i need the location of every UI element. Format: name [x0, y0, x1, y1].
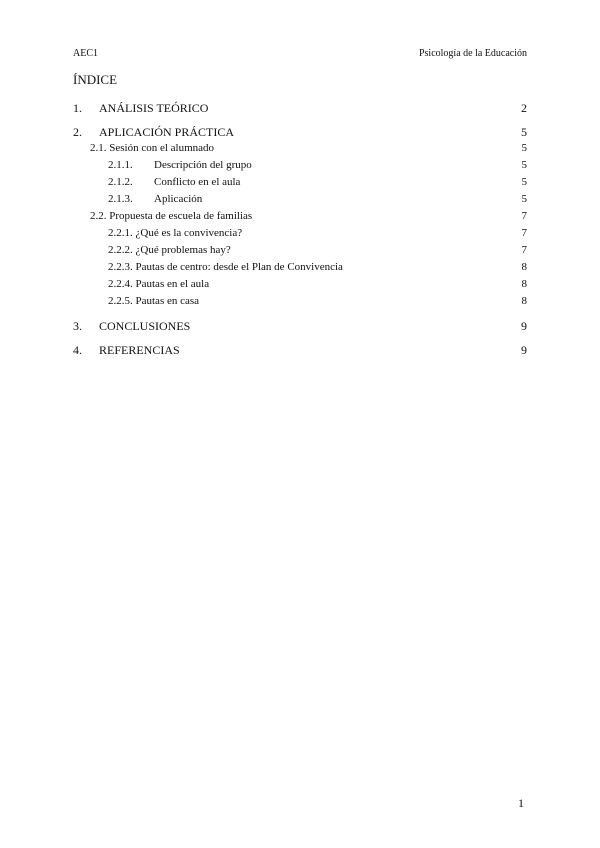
toc-entry-label: 2.1. Sesión con el alumnado — [90, 142, 215, 154]
toc-entry-label: ANÁLISIS TEÓRICO — [99, 101, 209, 115]
toc-entry-number: 2.1.1. — [108, 159, 133, 171]
toc-entry-sesion-alumnado[interactable] — [73, 142, 527, 158]
toc-entry-analisis-teorico[interactable] — [73, 101, 527, 117]
toc-entry-page: 5 — [521, 176, 527, 188]
toc-entry-page: 8 — [521, 278, 527, 290]
toc-entry-page: 5 — [521, 125, 527, 139]
toc-entry-conflicto-aula[interactable] — [73, 176, 527, 192]
toc-entry-que-problemas-hay[interactable] — [73, 244, 527, 260]
toc-entry-label: REFERENCIAS — [99, 343, 180, 357]
toc-entry-page: 9 — [521, 319, 527, 333]
toc-entry-label: APLICACIÓN PRÁCTICA — [99, 125, 235, 139]
toc-entry-label: 2.2.3. Pautas de centro: desde el Plan de Convivencia — [108, 261, 343, 273]
toc-entry-aplicacion-practica[interactable] — [73, 125, 527, 141]
toc-entry-page: 7 — [521, 227, 527, 239]
toc-entry-aplicacion[interactable] — [73, 193, 527, 209]
toc-entry-que-es-convivencia[interactable] — [73, 227, 527, 243]
toc-entry-label: 2.2.4. Pautas en el aula — [108, 278, 210, 290]
toc-entry-page: 9 — [521, 343, 527, 357]
toc-entry-page: 5 — [521, 193, 527, 205]
toc-entry-number: 4. — [73, 343, 82, 357]
toc-entry-page: 7 — [521, 244, 527, 256]
toc-entry-page: 2 — [521, 101, 527, 115]
toc-entry-page: 7 — [521, 210, 527, 222]
toc-entry-number: 2.1.2. — [108, 176, 133, 188]
toc-entry-descripcion-grupo[interactable] — [73, 159, 527, 175]
toc-entry-page: 5 — [521, 142, 527, 154]
toc-entry-number: 2.1.3. — [108, 193, 133, 205]
toc-entry-pautas-aula[interactable] — [73, 278, 527, 294]
toc-entry-number: 3. — [73, 319, 82, 333]
toc-entry-label: 2.2.2. ¿Qué problemas hay? — [108, 244, 231, 256]
toc-entry-page: 5 — [521, 159, 527, 171]
toc-entry-label: Conflicto en el aula — [154, 176, 241, 188]
toc-entry-label: Aplicación — [154, 193, 203, 205]
toc-entry-referencias[interactable] — [73, 343, 527, 359]
toc-entry-conclusiones[interactable] — [73, 319, 527, 335]
toc-entry-pautas-casa[interactable] — [73, 295, 527, 311]
toc-entry-pautas-centro[interactable] — [73, 261, 527, 277]
toc-title: ÍNDICE — [73, 72, 118, 87]
toc-entry-page: 8 — [521, 261, 527, 273]
toc-entry-number: 2. — [73, 125, 82, 139]
page-number: 1 — [518, 796, 524, 810]
header-left: AEC1 — [73, 48, 98, 59]
toc-entry-label: CONCLUSIONES — [99, 319, 191, 333]
toc-entry-label: 2.2. Propuesta de escuela de familias — [90, 210, 253, 222]
header-right: Psicología de la Educación — [418, 48, 527, 59]
toc-entry-label: Descripción del grupo — [154, 159, 252, 171]
toc-entry-page: 8 — [521, 295, 527, 307]
toc-entry-label: 2.2.1. ¿Qué es la convivencia? — [108, 227, 243, 239]
toc-entry-label: 2.2.5. Pautas en casa — [108, 295, 200, 307]
toc-entry-number: 1. — [73, 101, 82, 115]
toc-entry-escuela-familias[interactable] — [73, 210, 527, 226]
